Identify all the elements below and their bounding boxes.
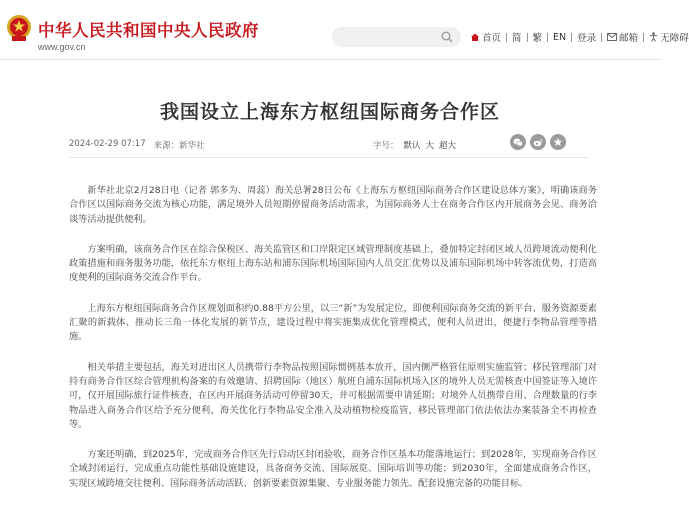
article-title: 我国设立上海东方枢纽国际商务合作区 [159, 101, 500, 123]
nav-divider [643, 33, 644, 42]
article-body [69, 184, 597, 507]
article-paragraph: 方案明确，该商务合作区在综合保税区、海关监管区和口岸限定区域管理制度基础上，叠加特定封闭区域人员跨境流动便利化政策措施和商务服务功能，依托东方枢纽上海东站和浦东国际机场国际国内人员交汇优势以及浦东国际机场中转客流优势，打造高度便利的国际商务交流合作平台。 [69, 243, 597, 284]
nav-accessibility-label: 无障碍 [660, 33, 689, 44]
site-title[interactable]: 中华人民共和国中央人民政府 [38, 21, 259, 40]
nav-accessibility[interactable] [649, 30, 689, 44]
share-bar [510, 134, 566, 150]
qzone-icon [553, 137, 563, 147]
nav-divider [506, 33, 507, 42]
nav-divider [547, 33, 548, 42]
top-nav [470, 30, 689, 44]
article-date: 2024-02-29 07:17 [69, 139, 146, 149]
nav-mail[interactable] [607, 30, 638, 44]
nav-divider [571, 33, 572, 42]
nav-divider [527, 33, 528, 42]
national-emblem-icon[interactable] [6, 14, 32, 42]
nav-traditional[interactable]: 繁 [532, 33, 543, 44]
site-header [0, 0, 689, 60]
accessibility-icon [649, 32, 658, 42]
article-paragraph: 相关举措主要包括，海关对进出区人员携带行李物品按照国际惯例基本放开，国内侧严格管住原则实施监管；移民管理部门对持有商务合作区综合管理机构备案的有效邀请、招聘国际（地区）航班自浦东国际机场入区的境外人员无需核查中国签证等入境许可，仅开展国际旅行证件核查，在区内开展商务活动可停留30天，并可根据需要申请延期；对境外人员携带自用、合理数量的行李物品进入商务合作区给予充分便利，海关优化行李物品安全准入及动植物检疫监管，移民管理部门依法依法办案装备全不再检查等。 [69, 361, 597, 430]
search-input[interactable] [332, 27, 461, 47]
article-source-label: 来源： [153, 141, 180, 151]
article-meta [69, 139, 205, 151]
nav-english[interactable]: EN [553, 31, 567, 43]
font-size-default[interactable]: 默认 [403, 141, 421, 151]
home-icon [470, 32, 480, 42]
article-source: 新华社 [179, 141, 205, 151]
search-icon[interactable] [441, 31, 453, 43]
article-paragraph: 上海东方枢纽国际商务合作区规划面积约0.88平方公里，以三“新”为发展定位，即便利国际商务交流的新平台、服务资源要素汇聚的新载体、推动长三角一体化发展的新节点，建设过程中将实施集成优化管理模式，便利人员进出，便捷行李物品管理等措施。 [69, 302, 597, 343]
font-size-xlarge[interactable]: 超大 [439, 141, 457, 151]
nav-simplified[interactable]: 简 [512, 33, 522, 44]
share-weibo-button[interactable] [530, 134, 546, 150]
font-size-large[interactable]: 大 [425, 141, 435, 151]
article-paragraph: 新华社北京2月28日电（记者 郭多为、周蕊）海关总署28日公布《上海东方枢纽国际商务合作区建设总体方案》，明确该商务合作区以国际商务交流为核心功能，满足境外人员短期停留商务活动需求，为国际商务人士在商务合作区内开展商务会见、商务洽谈等活动提供便利。 [69, 185, 597, 225]
nav-divider [601, 33, 602, 42]
font-size-label: 字号： [373, 141, 399, 151]
article-paragraph: 方案还明确，到2025年，完成商务合作区先行启动区封闭验收，商务合作区基本功能落地运行；到2028年，实现商务合作区全域封闭运行，完成重点功能性基础设施建设，具备商务交流、国际展览、国际培训等功能；到2030年，全面建成商务合作区，实现区域跨境交往便利、国际商务活动活跃、创新要素资源集聚、专业服务能力领先、配套设施完备的功能目标。 [69, 449, 597, 489]
weibo-icon [533, 138, 543, 147]
nav-home-label: 首页 [482, 33, 502, 44]
nav-home[interactable] [470, 30, 501, 44]
font-size-switcher [373, 139, 456, 151]
mail-icon [607, 33, 617, 41]
site-url[interactable]: www.gov.cn [38, 42, 86, 52]
title-divider [69, 157, 589, 158]
nav-login[interactable]: 登录 [577, 33, 597, 44]
nav-mail-label: 邮箱 [619, 33, 639, 44]
wechat-icon [513, 138, 523, 147]
share-qzone-button[interactable] [550, 134, 566, 150]
share-wechat-button[interactable] [510, 134, 526, 150]
